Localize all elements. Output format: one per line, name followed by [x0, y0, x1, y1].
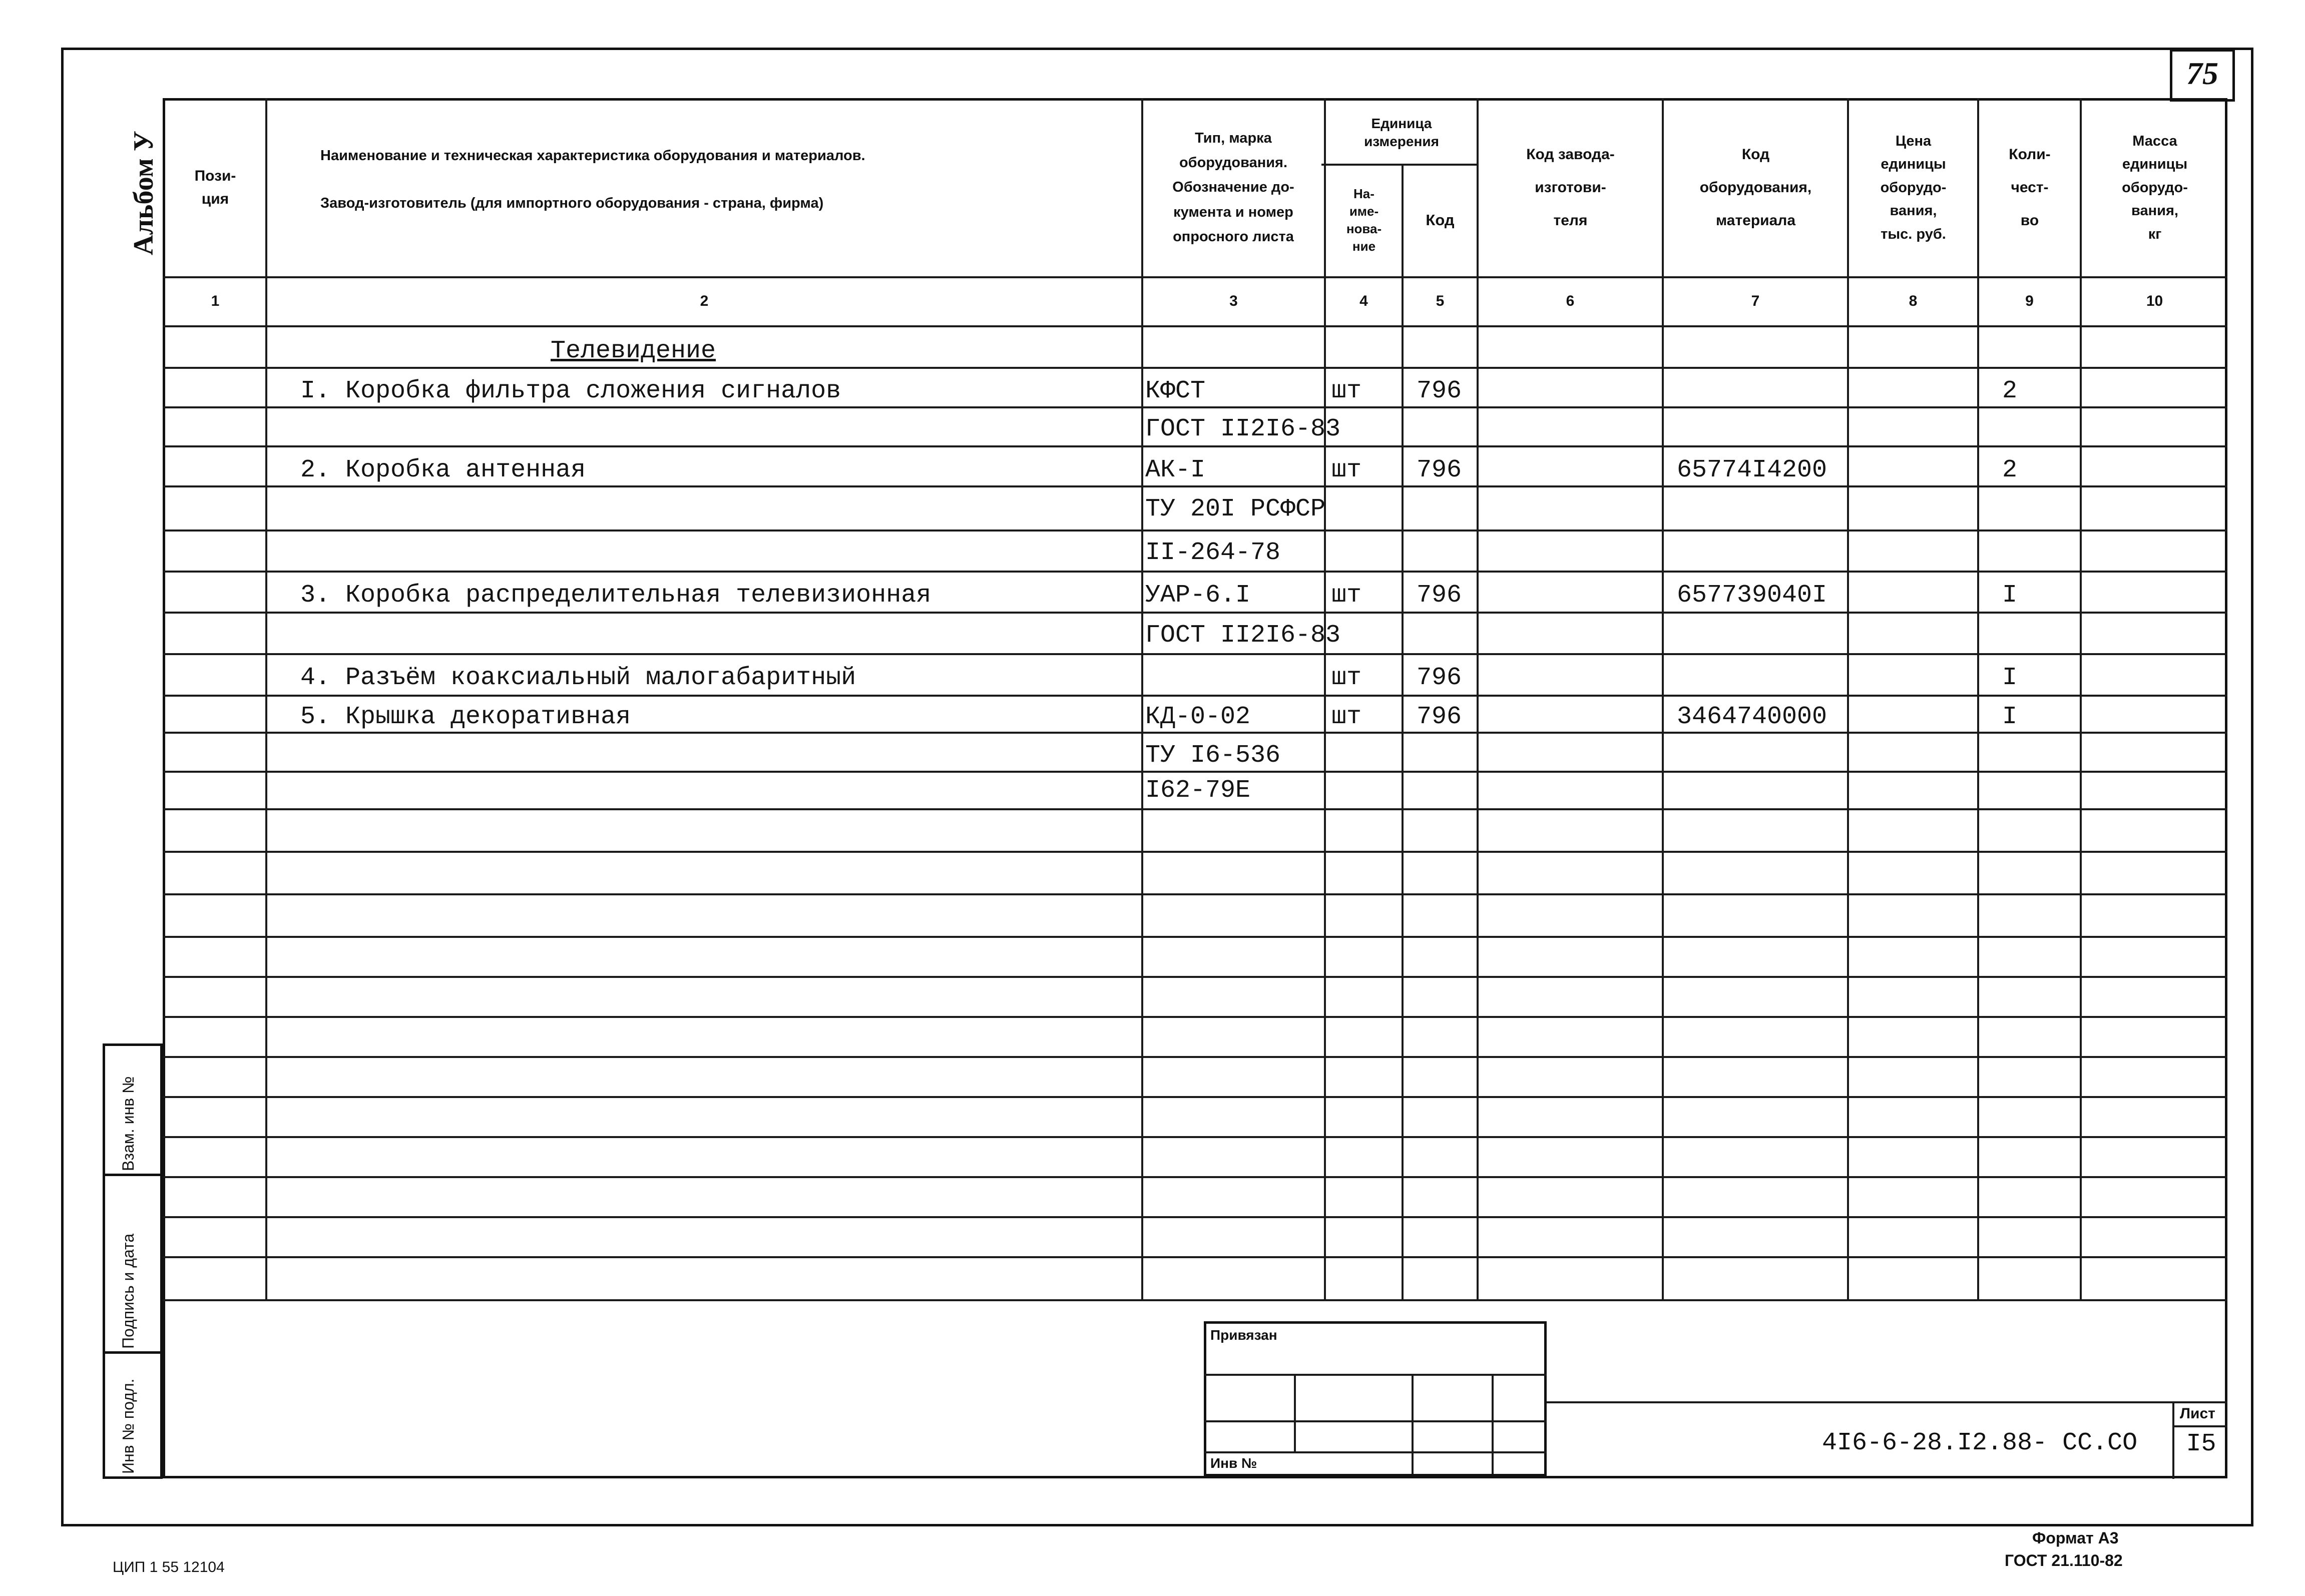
row-line — [163, 1256, 2227, 1258]
row-line — [163, 612, 2227, 614]
header-col1: Пози- ция — [194, 167, 236, 207]
row-name: 4. Разъём коаксиальный малогабаритный — [300, 664, 856, 692]
colnum-5: 5 — [1436, 292, 1445, 309]
row-equip-code: 3464740000 — [1677, 703, 1827, 731]
list-box-line — [2172, 1425, 2227, 1427]
row-qty: 2 — [2002, 377, 2018, 405]
row-line — [163, 808, 2227, 810]
row-unit-code: 796 — [1417, 703, 1462, 731]
row-name: 3. Коробка распределительная телевизионная — [300, 581, 932, 610]
header-col6: Код завода- изготови- теля — [1526, 146, 1615, 229]
sheet-number: 75 — [2186, 56, 2218, 91]
header-col4: На- име- нова- ние — [1346, 186, 1382, 254]
row-unit: шт — [1331, 377, 1362, 405]
row-unit: шт — [1331, 664, 1362, 692]
row-unit: шт — [1331, 456, 1362, 484]
row-line — [163, 529, 2227, 531]
header-col5: Код — [1426, 211, 1455, 229]
header-col7: Код оборудования, материала — [1699, 146, 1812, 229]
row-qty: I — [2002, 581, 2018, 610]
colnum-1: 1 — [211, 292, 220, 309]
side-stamp-label-vzam: Взам. инв № — [119, 1076, 137, 1171]
footer-format: Формат А3 — [2032, 1529, 2119, 1547]
header-col8: Цена единицы оборудо- вания, тыс. руб. — [1880, 133, 1947, 242]
row-name: I. Коробка фильтра сложения сигналов — [300, 377, 841, 405]
privyazan-sep — [1492, 1374, 1494, 1474]
row-line — [163, 1096, 2227, 1098]
row-type: УАР-6.I — [1145, 581, 1251, 610]
row-unit-code: 796 — [1417, 456, 1462, 484]
album-label: Альбом У — [128, 131, 159, 255]
row-line — [163, 695, 2227, 697]
list-number: I5 — [2186, 1430, 2216, 1458]
row-unit-code: 796 — [1417, 664, 1462, 692]
header-col2-line1: Наименование и техническая характеристика оборудования и материалов. — [320, 148, 865, 164]
row-unit: шт — [1331, 581, 1362, 610]
row-line — [163, 976, 2227, 978]
row-line — [163, 653, 2227, 655]
row-unit-code: 796 — [1417, 581, 1462, 610]
colnum-8: 8 — [1909, 292, 1918, 309]
privyazan-line — [1204, 1451, 1547, 1453]
row-type: ТУ 20I РСФСР — [1145, 495, 1326, 523]
colnum-2: 2 — [700, 292, 709, 309]
row-line — [163, 1136, 2227, 1138]
side-stamp-label-inv: Инв № подл. — [119, 1378, 137, 1474]
row-type: II-264-78 — [1145, 539, 1281, 567]
colnum-4: 4 — [1359, 292, 1368, 309]
row-equip-code: 657739040I — [1677, 581, 1827, 610]
header-col3: Тип, марка оборудования. Обозначение до- кумента и номер опросного листа — [1172, 130, 1294, 245]
row-equip-code: 65774I4200 — [1677, 456, 1827, 484]
section-title: Телевидение — [551, 337, 716, 365]
header-col2 — [270, 100, 1141, 275]
title-block-line — [1547, 1401, 2227, 1403]
row-qty: 2 — [2002, 456, 2018, 484]
privyazan-sep — [1412, 1374, 1414, 1474]
header-col2-line2: Завод-изготовитель (для импортного оборудования - страна, фирма) — [320, 195, 824, 211]
row-line — [163, 1016, 2227, 1018]
colnum-9: 9 — [2025, 292, 2034, 309]
row-line — [163, 936, 2227, 938]
row-qty: I — [2002, 664, 2018, 692]
privyazan-sep — [1294, 1374, 1296, 1451]
header-col10: Масса единицы оборудо- вания, кг — [2122, 133, 2188, 242]
row-type: КФСТ — [1145, 377, 1206, 405]
row-type: ГОСТ II2I6-83 — [1145, 415, 1341, 443]
row-type: ТУ I6-536 — [1145, 741, 1281, 770]
side-stamp-label-sign: Подпись и дата — [119, 1233, 137, 1349]
row-line — [163, 893, 2227, 895]
row-line — [163, 445, 2227, 447]
colnum-3: 3 — [1229, 292, 1238, 309]
privyazan-line — [1204, 1420, 1547, 1422]
privyazan-line — [1204, 1374, 1547, 1376]
row-qty: I — [2002, 703, 2018, 731]
colnum-7: 7 — [1751, 292, 1760, 309]
header-col9: Коли- чест- во — [2009, 146, 2051, 229]
row-line — [163, 851, 2227, 853]
row-line — [163, 485, 2227, 487]
row-line — [163, 1056, 2227, 1058]
row-unit: шт — [1331, 703, 1362, 731]
list-box-sep — [2172, 1401, 2174, 1479]
row-name: 2. Коробка антенная — [300, 456, 586, 484]
row-line — [163, 732, 2227, 734]
document-code: 4I6-6-28.I2.88- СС.СО — [1822, 1429, 2138, 1457]
colnum-bottom-line — [163, 325, 2227, 327]
row-line — [163, 367, 2227, 369]
footer-left-code: ЦИП 1 55 12104 — [113, 1559, 225, 1575]
row-type: КД-0-02 — [1145, 703, 1251, 731]
row-type: I62-79Е — [1145, 776, 1251, 805]
colnum-6: 6 — [1566, 292, 1575, 309]
row-line — [163, 1216, 2227, 1218]
row-line — [163, 571, 2227, 573]
header-unit-group: Единица измерения — [1364, 115, 1439, 149]
row-line — [163, 771, 2227, 773]
privyazan-label: Привязан — [1210, 1327, 1277, 1343]
row-unit-code: 796 — [1417, 377, 1462, 405]
footer-gost: ГОСТ 21.110-82 — [2005, 1551, 2123, 1569]
colnum-10: 10 — [2146, 292, 2163, 309]
row-name: 5. Крышка декоративная — [300, 703, 631, 731]
table-body-bottom — [163, 1299, 2227, 1301]
privyazan-inv-label: Инв № — [1210, 1455, 1257, 1471]
row-line — [163, 1176, 2227, 1178]
row-type: АК-I — [1145, 456, 1206, 484]
row-type: ГОСТ II2I6-83 — [1145, 621, 1341, 650]
row-line — [163, 406, 2227, 408]
list-label: Лист — [2180, 1405, 2215, 1422]
